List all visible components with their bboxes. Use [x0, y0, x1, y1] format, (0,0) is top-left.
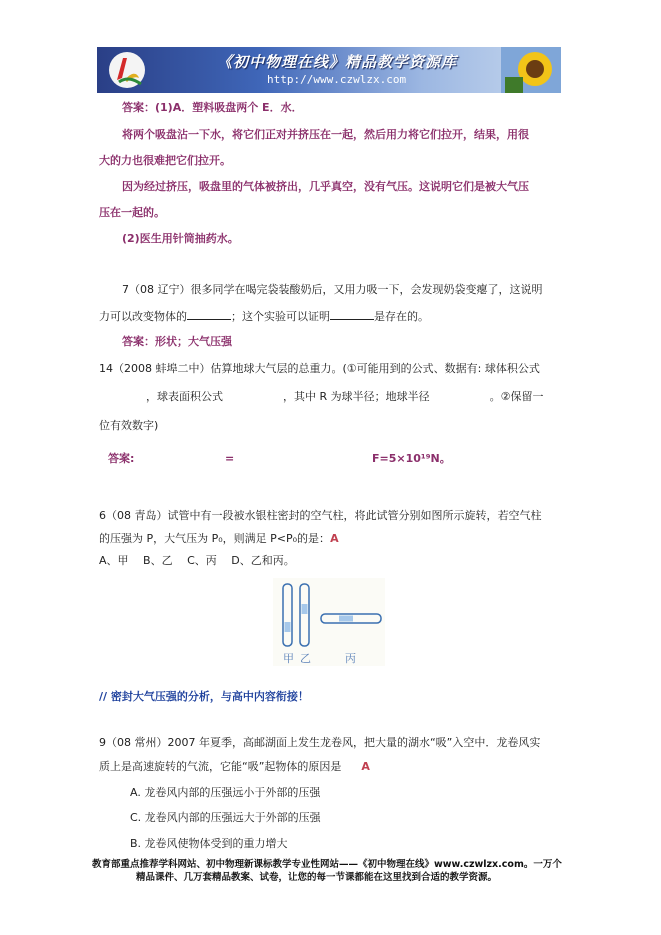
- footer-line: 教育部重点推荐学科网站、初中物理新课标教学专业性网站——《初中物理在线》www.czwlzx.com。一万个: [92, 859, 562, 870]
- question-6-text: [99, 532, 339, 546]
- figure-label-bing: 丙: [345, 652, 356, 665]
- question-14-answer-eq: =: [225, 452, 235, 465]
- question-7-text-c: 是存在的。: [374, 310, 429, 323]
- banner-url[interactable]: http://www.czwlzx.com: [267, 73, 407, 86]
- figure-label-yi: 乙: [300, 652, 311, 665]
- question-14-text: 位有效数字): [99, 419, 159, 432]
- question-6-options: A、甲 B、乙 C、丙 D、乙和丙。: [99, 554, 295, 567]
- question-9-text-a: 质上是高速旋转的气流，它能“吸”起物体的原因是: [99, 760, 342, 773]
- header-banner: [97, 47, 561, 93]
- sunflower-icon: [501, 47, 561, 93]
- site-logo-icon: [107, 50, 147, 90]
- question-6-text-a: 的压强为 P，大气压为 P₀，则满足 P<P₀的是：: [99, 532, 331, 545]
- question-14-answer-label: 答案:: [108, 452, 135, 465]
- banner-title: 《初中物理在线》精品教学资源库: [217, 53, 458, 71]
- question-7-text: 7（08 辽宁）很多同学在喝完袋装酸奶后，又用力吸一下，会发现奶袋变瘪了，这说明: [122, 283, 543, 296]
- answer-1-text: 压在一起的。: [99, 206, 165, 219]
- figure-label-jia: 甲: [283, 652, 294, 665]
- answer-blank: [187, 308, 231, 320]
- question-9-option: A. 龙卷风内部的压强远小于外部的压强: [130, 786, 321, 799]
- answer-blank: [330, 308, 374, 320]
- footer-line: 精品课件、几万套精品教案、试卷，让您的每一节课都能在这里找到合适的教学资源。: [136, 872, 498, 883]
- question-14-answer-value: F=5×10¹⁹N。: [372, 452, 451, 465]
- question-7-answer: 答案：形状；大气压强: [122, 335, 232, 348]
- answer-1-text: 大的力也很难把它们拉开。: [99, 154, 231, 167]
- question-7-text-a: 力可以改变物体的: [99, 310, 187, 323]
- answer-1-text: 将两个吸盘沾一下水，将它们正对并挤压在一起，然后用力将它们拉开，结果，用很: [122, 128, 529, 141]
- answer-1-line: 答案：(1)A．塑料吸盘两个 E．水．: [122, 101, 303, 114]
- question-9-option: B. 龙卷风使物体受到的重力增大: [130, 837, 288, 850]
- question-9-text: 9（08 常州）2007 年夏季，高邮湖面上发生龙卷风，把大量的湖水“吸”入空中．龙卷风实: [99, 736, 541, 749]
- section-title: // 密封大气压强的分析，与高中内容衔接！: [99, 690, 309, 703]
- question-14-text: [146, 390, 544, 404]
- answer-1-text: (2)医生用针筒抽药水。: [122, 232, 239, 245]
- question-14-text-b: ，其中 R 为球半径；地球半径: [283, 390, 430, 403]
- question-14-text-a: ，球表面积公式: [146, 390, 223, 403]
- question-6-text: 6（08 青岛）试管中有一段被水银柱密封的空气柱，将此试管分别如图所示旋转，若空气柱: [99, 509, 542, 522]
- question-6-answer-letter: A: [330, 532, 339, 545]
- test-tube-figure: [273, 578, 385, 666]
- answer-1-text: 因为经过挤压，吸盘里的气体被挤出，几乎真空，没有气压。这说明它们是被大气压: [122, 180, 529, 193]
- question-7-text: [99, 308, 429, 324]
- question-14-text: 14（2008 蚌埠二中）估算地球大气层的总重力。(①可能用到的公式、数据有: 球体积公式: [99, 362, 540, 375]
- question-9-answer-letter: A: [361, 760, 370, 773]
- question-9-text: [99, 760, 370, 774]
- question-7-text-b: ；这个实验可以证明: [231, 310, 330, 323]
- question-14-text-c: 。②保留一: [489, 390, 544, 403]
- question-9-option: C. 龙卷风内部的压强远大于外部的压强: [130, 811, 321, 824]
